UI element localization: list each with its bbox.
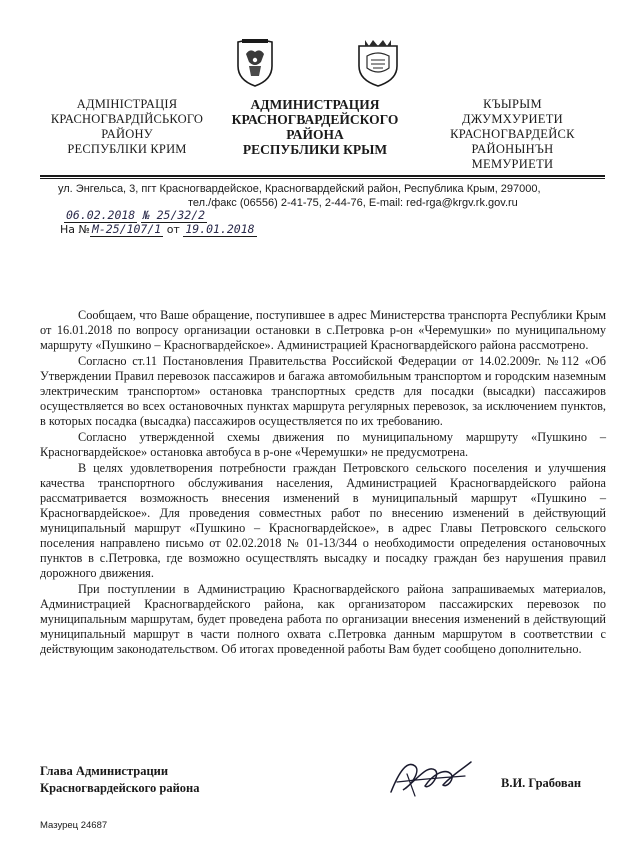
outgoing-number: № 25/32/2: [142, 208, 206, 222]
header-russian-line: КРАСНОГВАРДЕЙСКОГО: [231, 112, 399, 127]
incoming-prefix: На №: [60, 223, 90, 236]
header-crimean-tatar: [420, 97, 605, 172]
address-line: ул. Энгельса, 3, пгт Красногвардейское, Красногвардейский район, Республика Крым, 297000,: [58, 183, 541, 195]
incoming-reference: [60, 222, 257, 237]
handwritten-signature: [385, 752, 477, 804]
outgoing-date: 06.02.2018: [66, 208, 136, 222]
header-russian-line: РАЙОНА: [286, 127, 344, 142]
body-paragraph: Согласно ст.11 Постановления Правительства Российской Федерации от 14.02.2009г. №112 «Об Утверждении Правил перевозок пассажиров и багажа автомобильным транспортом и городским наземным электрическим транспортом» остановка транспортных средств для посадки (высадки) пассажиров осуществляется во всех остановочных пунктах маршрута регулярных перевозок, за исключением пунктов, в которых посадка (высадка) пассажиров осуществляется по их требованию.: [40, 354, 606, 428]
header-crimean-tatar-line: КЪЫРЫМ: [483, 97, 542, 111]
header-ukrainian-line: РАЙОНУ: [101, 127, 153, 141]
header-ukrainian-line: РЕСПУБЛІКИ КРИМ: [67, 142, 187, 156]
header-russian-line: АДМИНИСТРАЦИЯ: [250, 97, 380, 112]
contact-line: тел./факс (06556) 2-41-75, 2-44-76, E-mail: red-rga@krgv.rk.gov.ru: [188, 197, 518, 209]
body-paragraph: Согласно утвержденной схемы движения по муниципальному маршруту «Пушкино – Красногвардейское» остановка автобуса в р-оне «Черемушки» не предусмотрена.: [40, 430, 606, 459]
header-divider-thin: [40, 178, 605, 179]
header-russian: [220, 97, 410, 157]
body-paragraph: В целях удовлетворения потребности граждан Петровского сельского поселения и улучшения качества транспортного обслуживания населения, Администрацией Красногвардейского района рассматривается возможность внесения изменений в муниципальный маршрут «Пушкино – Красногвардейское». Для проведения совместных работ по внесению изменений в действующий муниципальный маршрут «Пушкино – Красногвардейское», в адрес Главы Петровского сельского поселения направлено письмо от 02.02.2018 № 01-13/344 о необходимости определения остановочных пунктов в с.Петровка, где возможно осуществлять высадку и посадку граждан без нарушения правил дорожного движения.: [40, 461, 606, 580]
crimea-coat-of-arms-emblem: [232, 36, 278, 88]
incoming-from-label: от: [166, 223, 180, 236]
header-ukrainian: [42, 97, 212, 157]
letter-body: [40, 308, 606, 658]
district-coat-of-arms-emblem: [355, 36, 401, 88]
header-crimean-tatar-line: РАЙОНЫНЪН: [471, 142, 554, 156]
body-paragraph: Сообщаем, что Ваше обращение, поступившее в адрес Министерства транспорта Республики Крым от 16.01.2018 по вопросу организации остановки в с.Петровка р-он «Черемушки» по муниципальному маршруту «Пушкино – Красногвардейское». Администрацией Красногвардейского района рассмотрено.: [40, 308, 606, 352]
header-crimean-tatar-line: МЕМУРИЕТИ: [471, 157, 554, 171]
incoming-date: 19.01.2018: [185, 222, 255, 236]
header-ukrainian-line: АДМІНІСТРАЦІЯ: [76, 97, 178, 111]
executor-note: Мазурец 24687: [40, 820, 108, 831]
header-russian-line: РЕСПУБЛИКИ КРЫМ: [242, 142, 388, 157]
signatory-title: Красногвардейского района: [40, 781, 200, 795]
header-crimean-tatar-line: КРАСНОГВАРДЕЙСК: [450, 127, 575, 141]
outgoing-reference: [64, 208, 207, 223]
header-ukrainian-line: КРАСНОГВАРДІЙСЬКОГО: [50, 112, 204, 126]
incoming-number: М-25/107/1: [91, 222, 162, 236]
signatory-title: Глава Администрации: [40, 764, 169, 778]
header-crimean-tatar-line: ДЖУМХУРИЕТИ: [462, 112, 563, 126]
body-paragraph: При поступлении в Администрацию Красногвардейского района запрашиваемых материалов, Администрацией Красногвардейского района, как организатором пассажирских перевозок по муниципальным маршрутам, будет проведена работа по организации внесения изменений в действующий муниципальный маршрут в части полного охвата с.Петровка данным маршрутом в соответствии с действующим законодательством. Об итогах проведенной работы Вам будет сообщено дополнительно.: [40, 582, 606, 656]
header-divider: [40, 175, 605, 177]
signatory-name: В.И. Грабован: [501, 776, 582, 790]
